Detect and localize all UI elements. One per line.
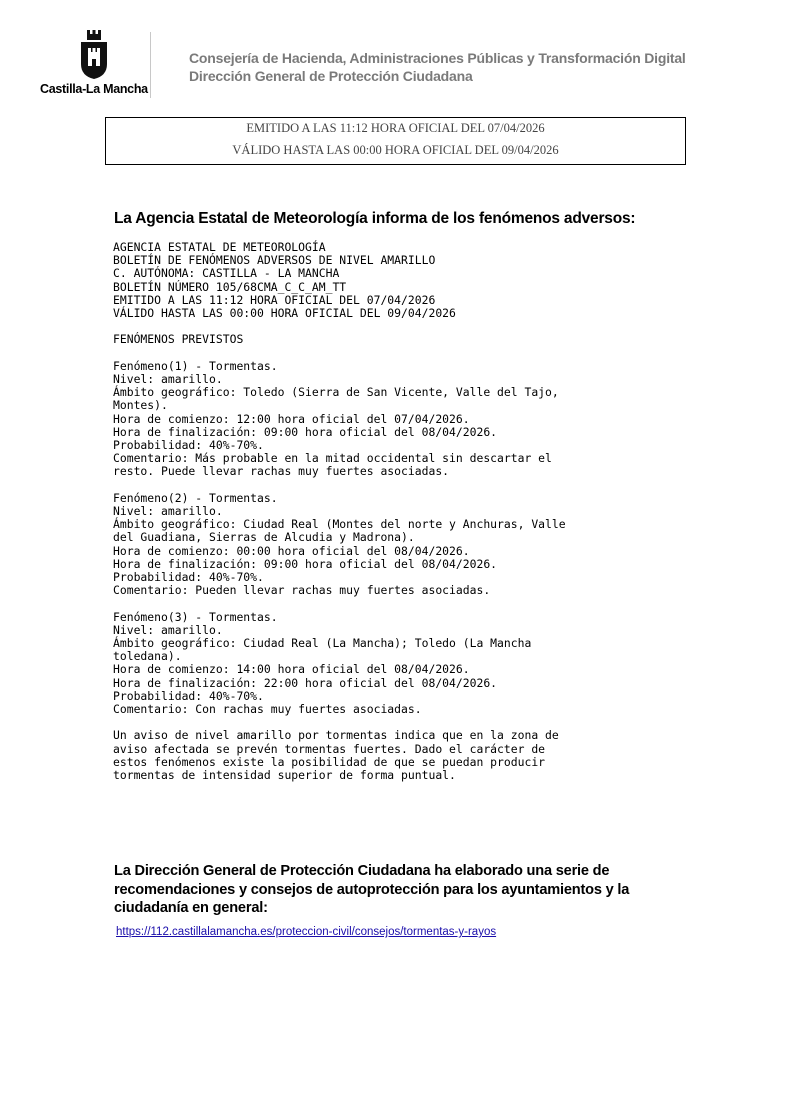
bulletin-line: Hora de finalización: 09:00 hora oficial del 08/04/2026. xyxy=(113,556,498,571)
bulletin-line: Hora de comienzo: 12:00 hora oficial del 07/04/2026. xyxy=(113,411,470,426)
department-line-1: Consejería de Hacienda, Administraciones Públicas y Transformación Digital xyxy=(189,50,686,66)
bulletin-line: toledana). xyxy=(113,649,182,664)
bulletin-line: Ámbito geográfico: Toledo (Sierra de San Vicente, Valle del Tajo, xyxy=(113,385,559,400)
bulletin-line xyxy=(113,479,653,492)
bulletin-line: FENÓMENOS PREVISTOS xyxy=(113,332,244,347)
bulletin-line: Hora de comienzo: 14:00 hora oficial del 08/04/2026. xyxy=(113,662,470,677)
department-header xyxy=(189,49,686,85)
bulletin-line: Probabilidad: 40%-70%. xyxy=(113,688,264,703)
bulletin-line: Hora de comienzo: 00:00 hora oficial del 08/04/2026. xyxy=(113,543,470,558)
aemet-heading: La Agencia Estatal de Meteorología informa de los fenómenos adversos: xyxy=(114,210,636,227)
bulletin-line: VÁLIDO HASTA LAS 00:00 HORA OFICIAL DEL 09/04/2026 xyxy=(113,306,456,321)
bulletin-line: Ámbito geográfico: Ciudad Real (La Mancha); Toledo (La Mancha xyxy=(113,636,532,651)
issue-box xyxy=(105,117,686,165)
bulletin-line: Comentario: Más probable en la mitad occidental sin descartar el xyxy=(113,451,552,466)
bulletin-line: del Guadiana, Sierras de Alcudia y Madrona). xyxy=(113,530,415,545)
bulletin-line: Fenómeno(3) - Tormentas. xyxy=(113,609,278,624)
bulletin-line: Nivel: amarillo. xyxy=(113,622,223,637)
bulletin-line: resto. Puede llevar rachas muy fuertes asociadas. xyxy=(113,464,450,479)
recommendations-link[interactable]: https://112.castillalamancha.es/proteccion-civil/consejos/tormentas-y-rayos xyxy=(116,926,497,938)
bulletin-text xyxy=(113,241,653,782)
bulletin-line: estos fenómenos existe la posibilidad de que se puedan producir xyxy=(113,754,546,769)
bulletin-line xyxy=(113,347,653,360)
bulletin-line: Hora de finalización: 22:00 hora oficial del 08/04/2026. xyxy=(113,675,498,690)
bulletin-line: Fenómeno(1) - Tormentas. xyxy=(113,358,278,373)
bulletin-line: Montes). xyxy=(113,398,168,413)
logo xyxy=(40,30,148,102)
bulletin-line: Probabilidad: 40%-70%. xyxy=(113,438,264,453)
bulletin-line: Comentario: Con rachas muy fuertes asociadas. xyxy=(113,702,422,717)
bulletin-line: Nivel: amarillo. xyxy=(113,504,223,519)
recommendations-heading-line-1: La Dirección General de Protección Ciudadana ha elaborado una serie de xyxy=(114,863,610,879)
bulletin-line: Un aviso de nivel amarillo por tormentas indica que en la zona de xyxy=(113,728,559,743)
bulletin-line: Probabilidad: 40%-70%. xyxy=(113,570,264,585)
recommendations-heading-line-2: recomendaciones y consejos de autoprotección para los ayuntamientos y la xyxy=(114,881,630,898)
bulletin-line: BOLETÍN NÚMERO 105/68CMA_C_C_AM_TT xyxy=(113,279,347,294)
issue-emitted: EMITIDO A LAS 11:12 HORA OFICIAL DEL 07/04/2026 xyxy=(246,121,545,135)
bulletin-line: C. AUTÓNOMA: CASTILLA - LA MANCHA xyxy=(113,266,340,281)
bulletin-line: Hora de finalización: 09:00 hora oficial del 08/04/2026. xyxy=(113,424,498,439)
bulletin-line: BOLETÍN DE FENÓMENOS ADVERSOS DE NIVEL AMARILLO xyxy=(113,253,436,268)
castle-crown-icon xyxy=(78,30,110,80)
department-line-2: Dirección General de Protección Ciudadana xyxy=(189,68,473,84)
bulletin-line: Ámbito geográfico: Ciudad Real (Montes del norte y Anchuras, Valle xyxy=(113,517,566,532)
header-divider xyxy=(150,32,151,98)
bulletin-line: EMITIDO A LAS 11:12 HORA OFICIAL DEL 07/04/2026 xyxy=(113,292,436,307)
bulletin-line: Comentario: Pueden llevar rachas muy fuertes asociadas. xyxy=(113,583,491,598)
logo-text: Castilla-La Mancha xyxy=(40,82,148,96)
bulletin-line xyxy=(113,597,653,610)
bulletin-line: aviso afectada se prevén tormentas fuertes. Dado el carácter de xyxy=(113,741,546,756)
recommendations-heading xyxy=(114,862,674,918)
bulletin-line: Nivel: amarillo. xyxy=(113,372,223,386)
bulletin-line: tormentas de intensidad superior de forma puntual. xyxy=(113,768,456,783)
issue-valid-until: VÁLIDO HASTA LAS 00:00 HORA OFICIAL DEL 09/04/2026 xyxy=(232,143,559,157)
bulletin-line: AGENCIA ESTATAL DE METEOROLOGÍA xyxy=(113,240,326,254)
recommendations-heading-line-3: ciudadanía en general: xyxy=(114,900,268,916)
bulletin-line: Fenómeno(2) - Tormentas. xyxy=(113,490,278,505)
